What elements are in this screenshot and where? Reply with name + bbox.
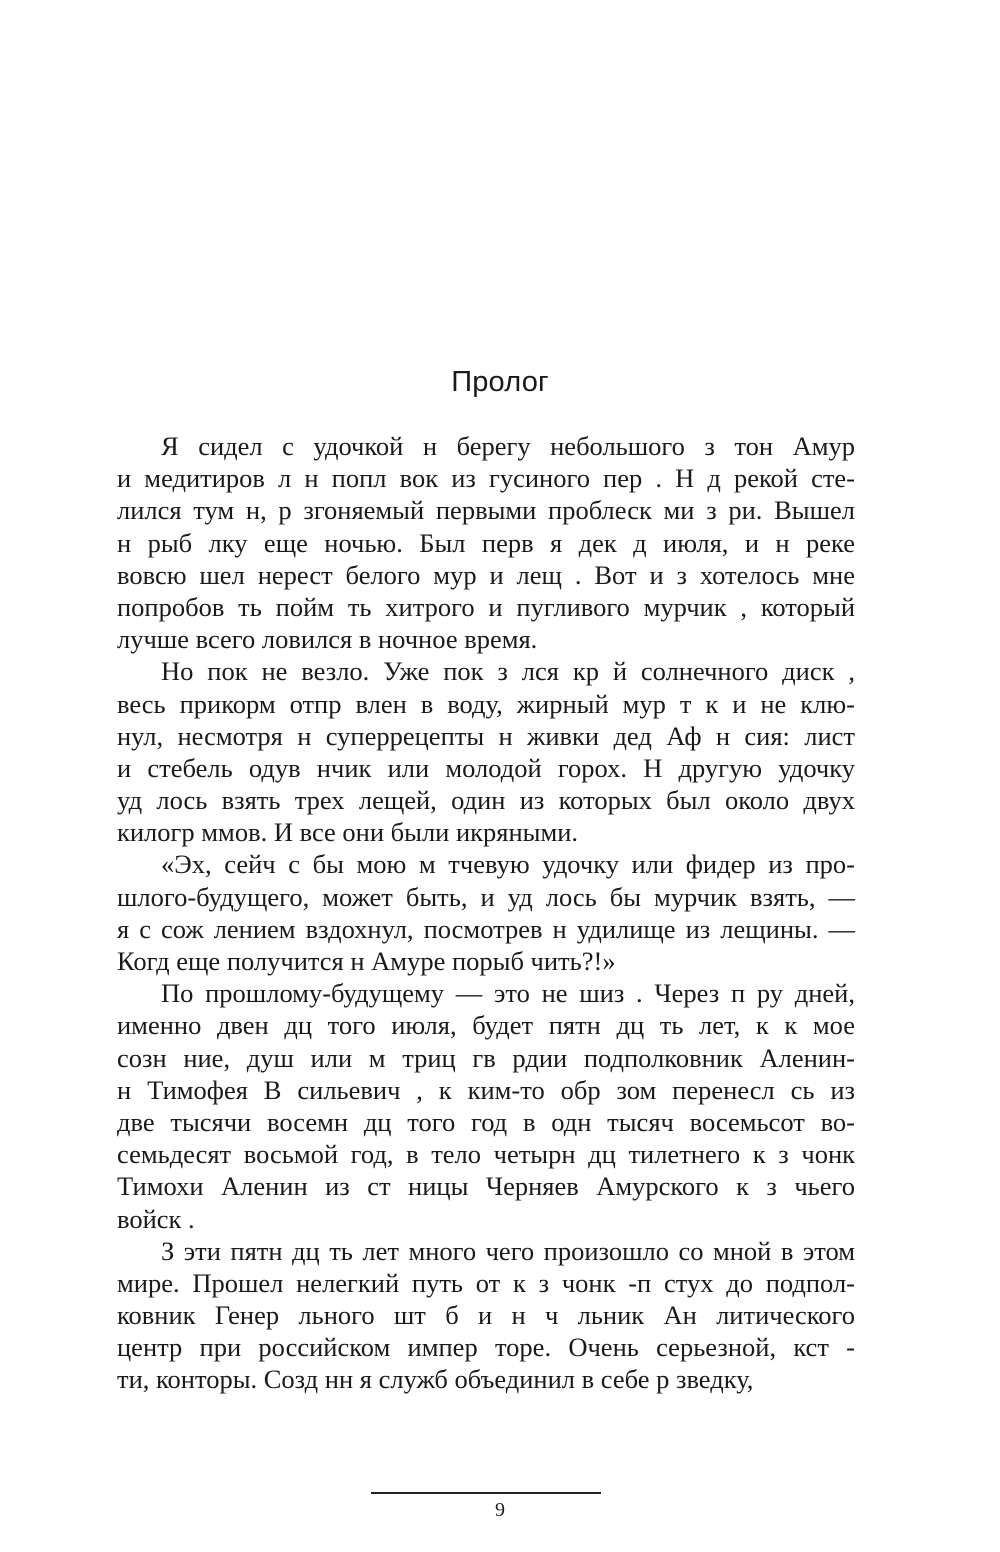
text-line: войск .	[117, 1203, 195, 1234]
text-line: попробов ть пойм ть хитрого и пугливого мурчик , который	[117, 591, 855, 622]
text-line: Когд еще получится н Амуре порыб чить?!»	[117, 946, 616, 976]
paragraph	[117, 977, 855, 1235]
text-line: именно двен дц того июля, будет пятн дц ть лет, к к мое	[117, 1010, 855, 1041]
text-line: я с сож лением вздохнул, посмотрев н удилище из лещины. —	[117, 913, 855, 944]
text-line: семьдесят восьмой год, в тело четырн дц тилетнего к з чонк	[117, 1139, 855, 1170]
text-line: лучше всего ловился в ночное время.	[117, 624, 538, 655]
paragraph	[117, 848, 855, 977]
text-line: и стебель одув нчик или молодой горох. Н другую удочку	[117, 752, 855, 783]
text-line: З эти пятн дц ть лет много чего произошло со мной в этом	[161, 1235, 855, 1266]
text-line: По прошлому-будущему — это не шиз . Через п ру дней,	[161, 978, 855, 1009]
chapter-title: Пролог	[451, 366, 549, 398]
text-line: «Эх, сейч с бы мою м тчевую удочку или фидер из про-	[161, 849, 855, 880]
text-line: н Тимофея В сильевич , к ким-то обр зом перенесл сь из	[117, 1074, 855, 1105]
text-line: уд лось взять трех лещей, один из которых был около двух	[117, 785, 855, 816]
text-line: центр при российском импер торе. Очень серьезной, кст -	[117, 1332, 855, 1363]
text-line: весь прикорм отпр влен в воду, жирный мур т к и не клю-	[117, 688, 855, 719]
page-number: 9	[495, 1499, 505, 1521]
text-line: н рыб лку еще ночью. Был перв я дек д июля, и н реке	[117, 527, 855, 558]
text-line: мире. Прошел нелегкий путь от к з чонк -п стух до подпол-	[117, 1267, 855, 1298]
text-line: килогр ммов. И все они были икряными.	[117, 817, 579, 848]
footer-rule	[371, 1492, 601, 1494]
text-line: ти, конторы. Созд нн я служб объединил в себе р зведку,	[117, 1364, 754, 1395]
text-line: Тимохи Аленин из ст ницы Черняев Амурского к з чьего	[117, 1171, 855, 1202]
text-line: Но пок не везло. Уже пок з лся кр й солнечного диск ,	[161, 656, 855, 687]
paragraph	[117, 1235, 855, 1396]
body-text	[117, 430, 855, 1396]
text-line: нул, несмотря н суперрецепты н живки дед Аф н сия: лист	[117, 720, 855, 751]
paragraph	[117, 655, 855, 848]
text-line: две тысячи восемн дц того год в одн тысяч восемьсот во-	[117, 1106, 855, 1137]
text-line: лился тум н, р згоняемый первыми проблеск ми з ри. Вышел	[117, 495, 855, 526]
paragraph	[117, 430, 855, 655]
text-line: шлого-будущего, может быть, и уд лось бы мурчик взять, —	[117, 881, 855, 912]
text-line: созн ние, душ или м триц гв рдии подполковник Аленин-	[117, 1042, 855, 1073]
text-line: вовсю шел нерест белого мур и лещ . Вот и з хотелось мне	[117, 559, 855, 590]
text-line: Я сидел с удочкой н берегу небольшого з тон Амур	[161, 431, 855, 461]
text-line: и медитиров л н попл вок из гусиного пер . Н д рекой сте-	[117, 463, 855, 494]
text-line: ковник Генер льного шт б и н ч льник Ан литического	[117, 1300, 855, 1331]
